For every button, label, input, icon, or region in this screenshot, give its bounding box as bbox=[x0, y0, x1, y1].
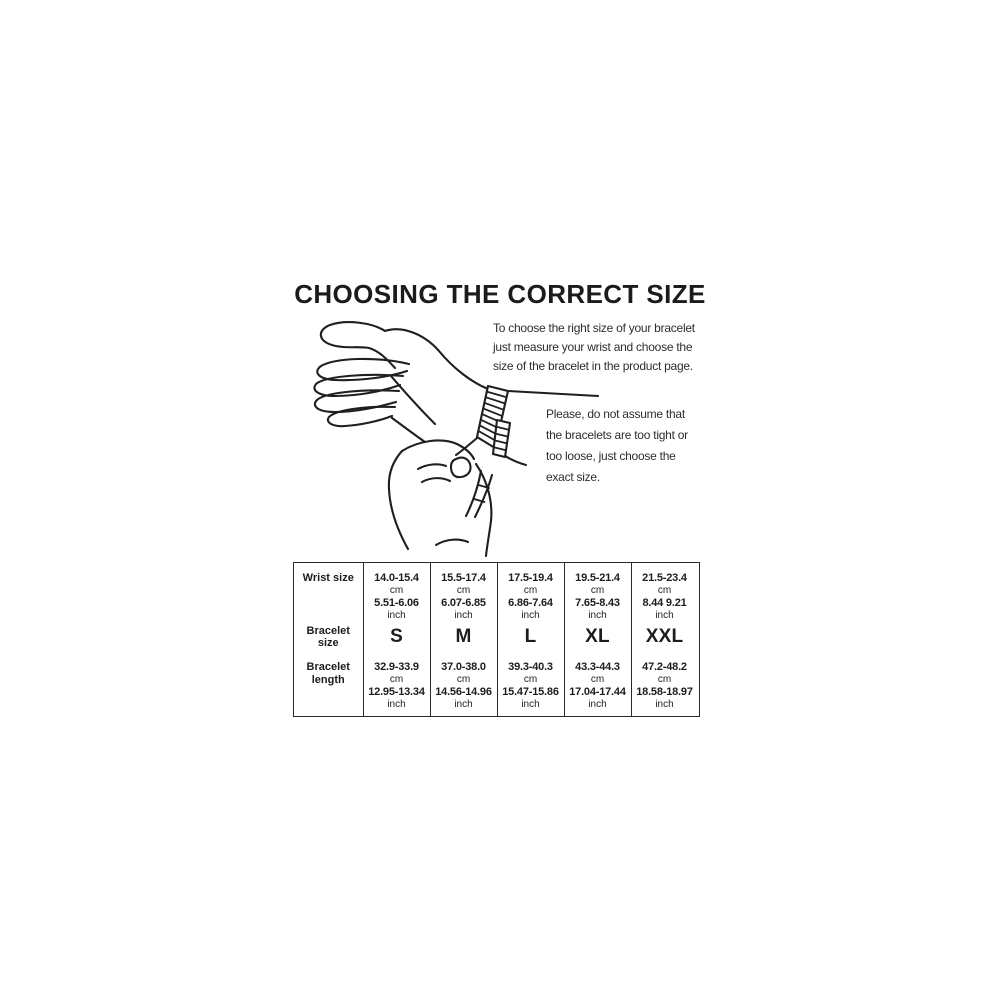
intro-line: To choose the right size of your bracelet bbox=[493, 321, 695, 335]
length-range-inch: 15.47-15.86 bbox=[502, 686, 559, 698]
wrist-range-inch: 7.65-8.43 bbox=[575, 597, 620, 609]
wrist-underside-line bbox=[456, 438, 477, 455]
size-column-l bbox=[497, 563, 564, 716]
length-range-cm: 37.0-38.0 bbox=[441, 661, 486, 673]
size-letter: S bbox=[390, 626, 403, 647]
wrist-size-label: Wrist size bbox=[302, 572, 354, 584]
wrist-range-cm: 15.5-17.4 bbox=[441, 572, 486, 584]
open-hand-outline bbox=[321, 322, 488, 389]
size-column-s bbox=[363, 563, 430, 716]
row-labels-column bbox=[294, 563, 363, 716]
finger-index bbox=[317, 359, 409, 380]
finger-middle bbox=[314, 375, 403, 396]
length-range-cm: 39.3-40.3 bbox=[508, 661, 553, 673]
length-range-cm: 43.3-44.3 bbox=[575, 661, 620, 673]
note-line: too loose, just choose the bbox=[546, 449, 676, 463]
unit-cm: cm bbox=[590, 673, 605, 685]
unit-cm: cm bbox=[456, 584, 471, 596]
note-line: exact size. bbox=[546, 470, 600, 484]
note-line: the bracelets are too tight or bbox=[546, 428, 688, 442]
length-range-cm: 32.9-33.9 bbox=[374, 661, 419, 673]
unit-cm: cm bbox=[657, 673, 672, 685]
length-range-inch: 14.56-14.96 bbox=[435, 686, 492, 698]
holding-hand-thumbnail bbox=[451, 458, 471, 478]
size-letter: M bbox=[455, 626, 472, 647]
unit-inch: inch bbox=[454, 698, 473, 710]
arm-top-line bbox=[508, 391, 598, 396]
wrist-range-inch: 6.07-6.85 bbox=[441, 597, 486, 609]
unit-inch: inch bbox=[655, 609, 674, 621]
unit-cm: cm bbox=[389, 673, 404, 685]
length-range-inch: 12.95-13.34 bbox=[368, 686, 425, 698]
note-text bbox=[546, 404, 688, 488]
length-range-cm: 47.2-48.2 bbox=[642, 661, 687, 673]
unit-cm: cm bbox=[523, 673, 538, 685]
unit-cm: cm bbox=[657, 584, 672, 596]
unit-inch: inch bbox=[588, 698, 607, 710]
wrist-range-cm: 21.5-23.4 bbox=[642, 572, 687, 584]
unit-cm: cm bbox=[523, 584, 538, 596]
unit-inch: inch bbox=[521, 698, 540, 710]
intro-text bbox=[493, 319, 695, 376]
unit-inch: inch bbox=[454, 609, 473, 621]
unit-inch: inch bbox=[387, 609, 406, 621]
size-column-xxl bbox=[631, 563, 698, 716]
length-range-inch: 18.58-18.97 bbox=[636, 686, 693, 698]
wrist-range-inch: 5.51-6.06 bbox=[374, 597, 419, 609]
size-column-m bbox=[430, 563, 497, 716]
size-letter: XL bbox=[585, 626, 610, 647]
unit-cm: cm bbox=[456, 673, 471, 685]
size-letter: L bbox=[524, 626, 537, 647]
bracelet-size-label: Bracelet size bbox=[306, 624, 350, 649]
tape-end-flap bbox=[493, 420, 510, 457]
unit-inch: inch bbox=[521, 609, 540, 621]
wrist-crease bbox=[436, 540, 468, 545]
wrist-range-cm: 17.5-19.4 bbox=[508, 572, 553, 584]
unit-inch: inch bbox=[588, 609, 607, 621]
wrist-range-inch: 8.44 9.21 bbox=[642, 597, 687, 609]
size-table bbox=[293, 562, 700, 717]
page-title: CHOOSING THE CORRECT SIZE bbox=[294, 279, 706, 309]
intro-line: size of the bracelet in the product page. bbox=[493, 359, 693, 373]
knuckle-crease-2 bbox=[422, 478, 450, 482]
length-range-inch: 17.04-17.44 bbox=[569, 686, 626, 698]
note-line: Please, do not assume that bbox=[546, 407, 685, 421]
wrist-range-cm: 14.0-15.4 bbox=[374, 572, 419, 584]
unit-cm: cm bbox=[389, 584, 404, 596]
palm-crease-line bbox=[391, 376, 435, 424]
wrist-range-inch: 6.86-7.64 bbox=[508, 597, 553, 609]
palm-bottom-line bbox=[392, 418, 425, 442]
size-letter: XXL bbox=[645, 626, 684, 647]
wrist-range-cm: 19.5-21.4 bbox=[575, 572, 620, 584]
holding-hand-left-contour bbox=[389, 451, 408, 549]
bracelet-length-label: Bracelet length bbox=[306, 661, 350, 686]
unit-inch: inch bbox=[655, 698, 674, 710]
knuckle-crease-1 bbox=[418, 464, 446, 469]
unit-cm: cm bbox=[590, 584, 605, 596]
unit-inch: inch bbox=[387, 698, 406, 710]
intro-line: just measure your wrist and choose the bbox=[493, 340, 693, 354]
size-column-xl bbox=[564, 563, 631, 716]
